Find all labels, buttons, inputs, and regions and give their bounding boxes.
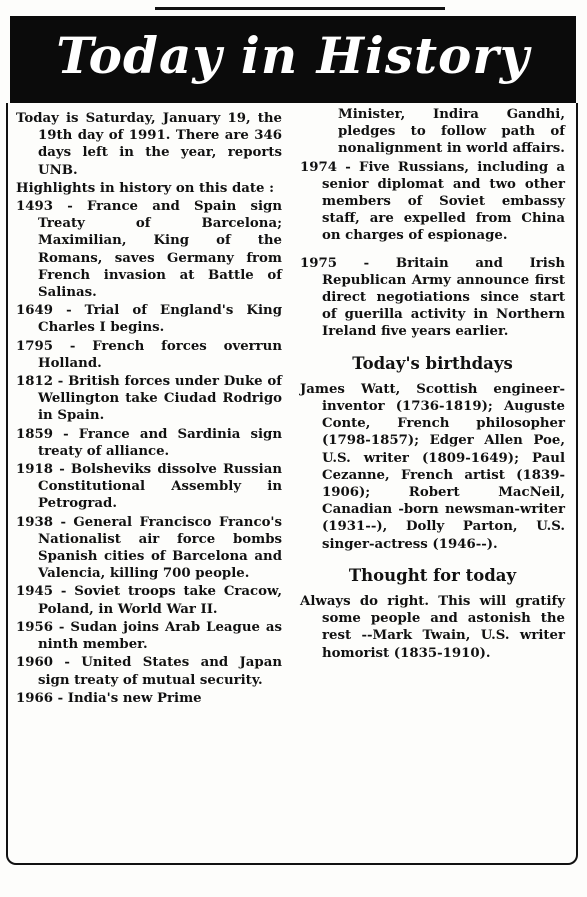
- history-entry: 1966 - India's new Prime: [16, 690, 202, 706]
- thought-heading: Thought for today: [348, 565, 517, 585]
- history-entry: 1974 - Five Russians, including a senior diplomat and two other members of Soviet embassy staff, are expelled from China on charges of espionage.: [300, 159, 565, 244]
- history-entry: 1649 - Trial of England's King Charles I begins.: [16, 303, 282, 336]
- history-entry: 1918 - Bolsheviks dissolve Russian Constitutional Assembly in Petrograd.: [16, 462, 282, 512]
- history-entry: 1795 - French forces overrun Holland.: [16, 338, 282, 371]
- title-banner: [10, 16, 576, 103]
- history-entry: 1960 - United States and Japan sign treaty of mutual security.: [16, 655, 282, 688]
- highlights-intro: Highlights in history on this date :: [16, 180, 275, 196]
- left-column: [16, 110, 282, 708]
- page-title: Today in History: [56, 26, 530, 85]
- thought-text: Always do right. This will gratify some people and astonish the rest --Mark Twain, U.S. writer homorist (1835-1910).: [300, 594, 565, 661]
- history-entry: 1859 - France and Sardinia sign treaty of alliance.: [16, 426, 282, 459]
- history-entry: 1945 - Soviet troops take Cracow, Poland, in World War II.: [16, 584, 282, 617]
- continued-entry: Minister, Indira Gandhi, pledges to follow path of nonalignment in world affairs.: [338, 107, 565, 157]
- birthdays-text: James Watt, Scottish engineer-inventor (1736-1819); Auguste Conte, French philosopher (1798-1857); Edger Allen Poe, U.S. writer (1809-1649); Paul Cezanne, French artist (1839-1906); Robert MacNeil, Canadian -born newsman-writer (1931--), Dolly Parton, U.S. singer-actress (1946--).: [300, 381, 565, 552]
- date-intro: Today is Saturday, January 19, the 19th day of 1991. There are 346 days left in the year, reports UNB.: [16, 111, 282, 178]
- birthdays-heading: Today's birthdays: [352, 353, 513, 373]
- history-entry: 1812 - British forces under Duke of Wellington take Ciudad Rodrigo in Spain.: [16, 374, 282, 424]
- history-entry: 1956 - Sudan joins Arab League as ninth member.: [16, 619, 282, 653]
- top-rule: [155, 7, 445, 10]
- right-column: [300, 106, 565, 662]
- history-entry: 1938 - General Francisco Franco's Nationalist air force bombs Spanish cities of Barcelona and Valencia, killing 700 people.: [16, 514, 282, 582]
- history-entry: 1493 - France and Spain sign Treaty of Barcelona; Maximilian, King of the Romans, saves Germany from French invasion at Battle of Salinas.: [16, 199, 282, 301]
- history-entry: 1975 - Britain and Irish Republican Army announce first direct negotiations since start of guerilla activity in Northern Ireland five years earlier.: [300, 255, 565, 340]
